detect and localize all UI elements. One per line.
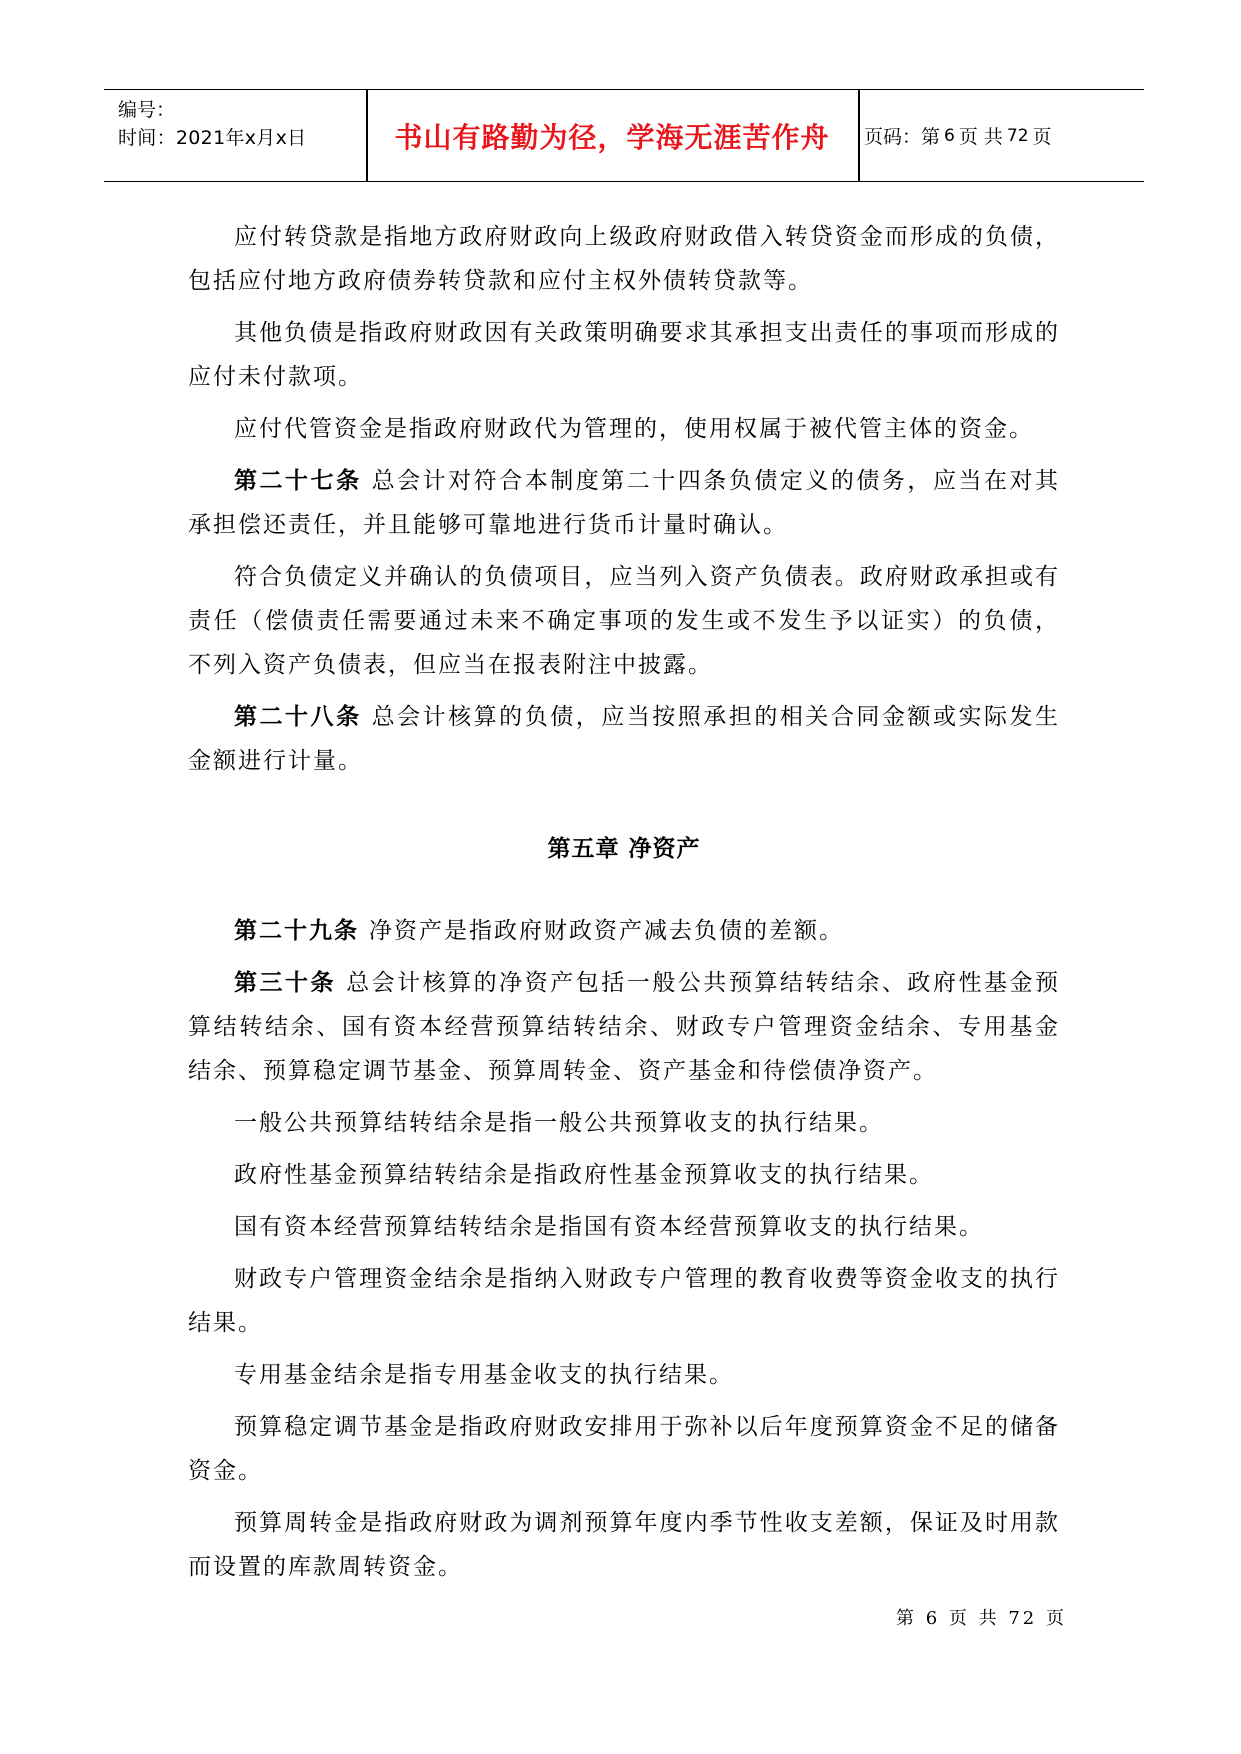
chapter-heading: 第五章 净资产	[547, 836, 701, 862]
page-total: 72	[1006, 125, 1029, 146]
article-title: 第二十九条	[234, 918, 359, 944]
article-title: 第二十七条	[234, 468, 362, 494]
page-header	[104, 89, 1144, 182]
page-suffix: 页	[1032, 126, 1052, 148]
header-divider-right	[858, 90, 860, 181]
article-title: 第三十条	[234, 970, 337, 996]
article-title: 第二十八条	[234, 704, 362, 730]
paragraph: 预算周转金是指政府财政为调剂预算年度内季节性收支差额，保证及时用款而设置的库款周转资金。	[188, 1510, 1060, 1580]
paragraph: 政府性基金预算结转结余是指政府性基金预算收支的执行结果。	[234, 1162, 934, 1188]
paragraph: 应付代管资金是指政府财政代为管理的，使用权属于被代管主体的资金。	[234, 416, 1034, 442]
article-30	[188, 961, 1060, 1093]
time-label: 时间：2021年x月x日	[118, 127, 307, 149]
paragraph: 符合负债定义并确认的负债项目，应当列入资产负债表。政府财政承担或有责任（偿债责任需要通过未来不确定事项的发生或不发生予以证实）的负债，不列入资产负债表，但应当在报表附注中披露。	[188, 564, 1060, 678]
page-footer: 第 6 页 共 72 页	[896, 1608, 1067, 1629]
paragraph: 一般公共预算结转结余是指一般公共预算收支的执行结果。	[234, 1110, 884, 1136]
page-mid: 页 共	[958, 126, 1003, 148]
header-motto: 书山有路勤为径，学海无涯苦作舟	[394, 120, 830, 154]
header-page-indicator	[864, 90, 1052, 181]
document-body	[188, 215, 1060, 1597]
paragraph: 专用基金结余是指专用基金收支的执行结果。	[234, 1362, 734, 1388]
article-text: 净资产是指政府财政资产减去负债的差额。	[369, 918, 844, 944]
paragraph: 国有资本经营预算结转结余是指国有资本经营预算收支的执行结果。	[234, 1214, 984, 1240]
article-text: 总会计对符合本制度第二十四条负债定义的债务，应当在对其承担偿还责任，并且能够可靠地进行货币计量时确认。	[188, 468, 1061, 538]
article-text: 总会计核算的净资产包括一般公共预算结转结余、政府性基金预算结转结余、国有资本经营预算结转结余、财政专户管理资金结余、专用基金结余、预算稳定调节基金、预算周转金、资产基金和待偿债净资产。	[188, 970, 1061, 1084]
serial-number-label: 编号：	[118, 99, 176, 121]
paragraph: 应付转贷款是指地方政府财政向上级政府财政借入转贷资金而形成的负债，包括应付地方政府债券转贷款和应付主权外债转贷款等。	[188, 224, 1060, 294]
article-27	[188, 459, 1060, 547]
article-text: 总会计核算的负债，应当按照承担的相关合同金额或实际发生金额进行计量。	[188, 704, 1061, 774]
page-number: 6	[944, 125, 955, 146]
article-29	[188, 909, 1060, 953]
header-divider-left	[366, 90, 368, 181]
page-prefix: 页码：第	[864, 126, 941, 148]
paragraph: 预算稳定调节基金是指政府财政安排用于弥补以后年度预算资金不足的储备资金。	[188, 1414, 1060, 1484]
article-28	[188, 695, 1060, 783]
paragraph: 其他负债是指政府财政因有关政策明确要求其承担支出责任的事项而形成的应付未付款项。	[188, 320, 1060, 390]
paragraph: 财政专户管理资金结余是指纳入财政专户管理的教育收费等资金收支的执行结果。	[188, 1266, 1060, 1336]
